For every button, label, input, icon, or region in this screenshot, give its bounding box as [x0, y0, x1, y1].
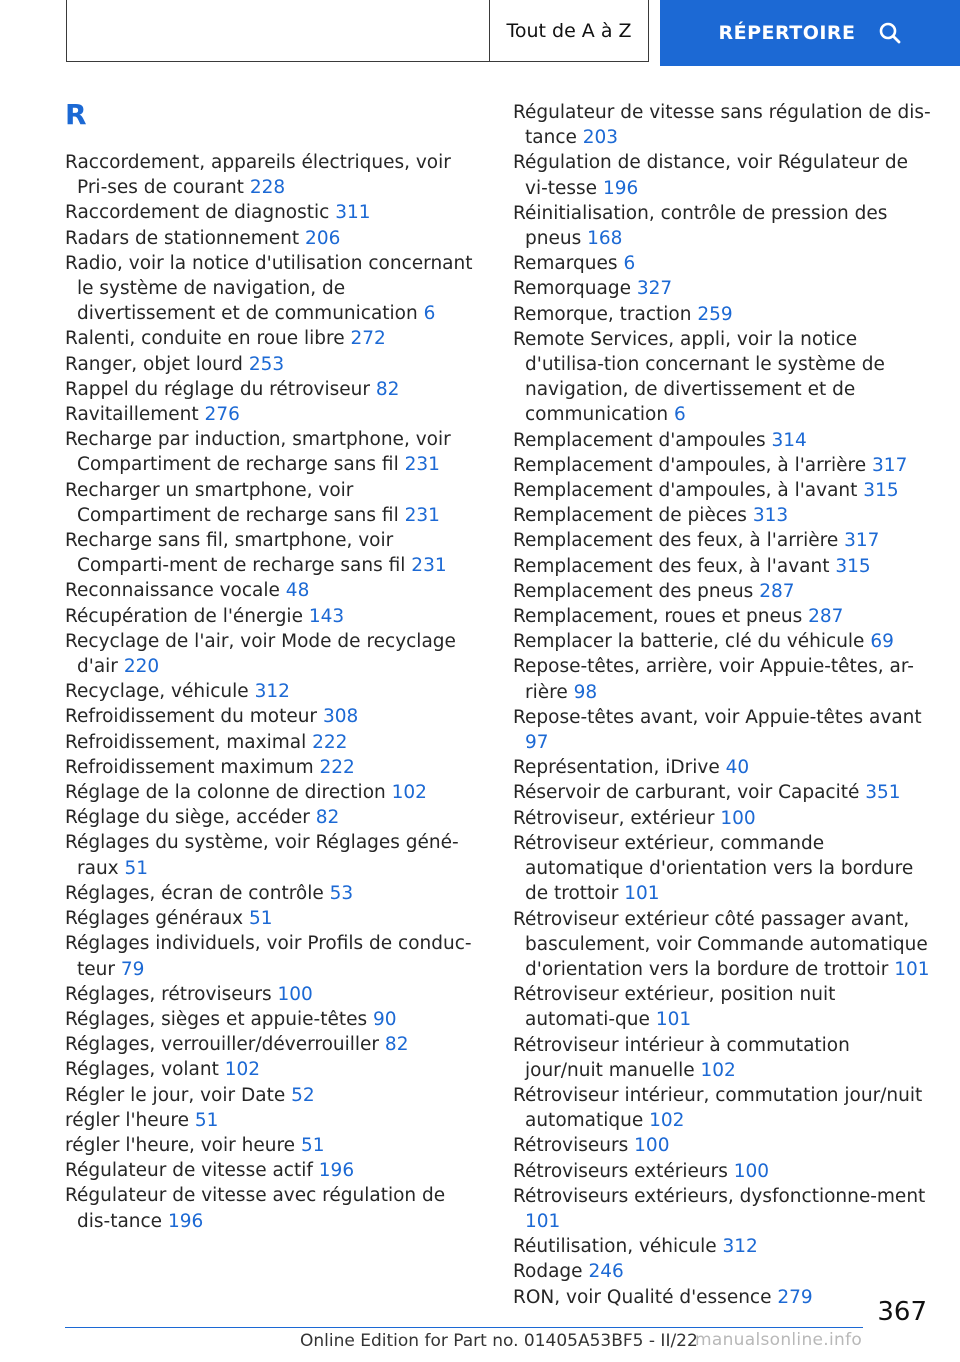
- index-page-link[interactable]: 51: [124, 857, 149, 879]
- index-entry: [65, 1083, 475, 1108]
- index-page-link[interactable]: 100: [277, 983, 313, 1005]
- search-icon: [878, 21, 902, 45]
- index-page-link[interactable]: 100: [733, 1160, 770, 1182]
- index-page-link[interactable]: 82: [384, 1034, 409, 1056]
- tab-repertoire[interactable]: [660, 0, 960, 66]
- index-entry: [65, 251, 475, 327]
- index-entry-text: Rodage: [513, 1261, 583, 1283]
- index-entry: [65, 805, 475, 830]
- index-page-link[interactable]: 312: [254, 681, 290, 703]
- index-entry: [65, 1007, 475, 1032]
- index-entry-text: Recyclage, véhicule: [65, 681, 249, 703]
- index-page-link[interactable]: 101: [655, 1009, 692, 1031]
- index-entry-text: Régulation de distance, voir Régulateur de vi-tesse: [513, 152, 909, 199]
- index-entry: [65, 200, 475, 225]
- section-letter: R: [65, 98, 87, 131]
- index-page-link[interactable]: 259: [697, 303, 733, 325]
- index-entry: [65, 1133, 475, 1158]
- index-entry-text: régler l'heure, voir heure: [65, 1134, 296, 1156]
- index-entry: [65, 1032, 475, 1057]
- index-page-link[interactable]: 51: [194, 1109, 219, 1131]
- index-entry: [513, 201, 931, 251]
- index-entry: [513, 755, 931, 780]
- index-page-link[interactable]: 313: [752, 505, 789, 527]
- index-page-link[interactable]: 102: [649, 1110, 685, 1132]
- index-entry-text: Réglages, verrouiller/déverrouiller: [65, 1034, 380, 1056]
- index-entry-text: Ranger, objet lourd: [65, 353, 243, 375]
- index-entry: [65, 604, 475, 629]
- index-entry: [513, 554, 931, 579]
- index-entry-text: Rétroviseur, extérieur: [513, 807, 715, 829]
- index-page-link[interactable]: 246: [588, 1261, 624, 1283]
- index-page-link[interactable]: 51: [300, 1134, 325, 1156]
- page-number: 367: [877, 1297, 927, 1327]
- index-entry-text: Recharger un smartphone, voir Compartiment de recharge sans fil: [65, 479, 399, 526]
- index-entry: [513, 654, 931, 704]
- index-page-link[interactable]: 272: [350, 328, 386, 350]
- index-page-link[interactable]: 51: [249, 908, 273, 930]
- index-entry-text: Rétroviseurs: [513, 1135, 629, 1157]
- index-entry-text: Réutilisation, véhicule: [513, 1236, 717, 1258]
- index-page-link[interactable]: 100: [634, 1135, 670, 1157]
- index-page-link[interactable]: 351: [865, 782, 901, 804]
- index-entry-text: Réservoir de carburant, voir Capacité: [513, 782, 860, 804]
- index-entry-text: Remplacement d'ampoules: [513, 429, 766, 451]
- index-page-link[interactable]: 97: [525, 732, 549, 754]
- index-entry: [65, 528, 475, 578]
- index-entry-text: Repose-têtes, arrière, voir Appuie-têtes, ar-rière: [513, 656, 914, 703]
- index-entry: [513, 302, 931, 327]
- index-entry-text: Remplacement des pneus: [513, 580, 754, 602]
- index-entry: [513, 1083, 931, 1133]
- index-entry-text: Rétroviseur extérieur, commande automatique d'orientation vers la bordure de trottoir: [513, 832, 914, 905]
- index-entry-text: Régulateur de vitesse actif: [65, 1160, 313, 1182]
- index-entry-text: Remplacement des feux, à l'avant: [513, 555, 830, 577]
- index-entry-text: Rétroviseurs extérieurs: [513, 1160, 728, 1182]
- index-entry-text: Rétroviseurs extérieurs, dysfonctionne-ment: [513, 1185, 926, 1207]
- index-page-link[interactable]: 196: [167, 1210, 204, 1232]
- index-page-link[interactable]: 222: [312, 731, 348, 753]
- index-entry-text: Recyclage de l'air, voir Mode de recyclage d'air: [65, 630, 456, 678]
- index-page-link[interactable]: 315: [863, 480, 899, 502]
- index-entry: [65, 402, 475, 427]
- index-entry: [65, 427, 475, 477]
- index-entry-text: Refroidissement, maximal: [65, 731, 307, 753]
- index-page-link[interactable]: 100: [720, 807, 756, 829]
- index-entry-text: Refroidissement du moteur: [65, 706, 318, 728]
- index-entry: [513, 604, 931, 629]
- watermark: manualsonline.info: [695, 1330, 863, 1350]
- index-entry: [65, 629, 475, 679]
- index-entry-text: Régulateur de vitesse sans régulation de dis-tance: [513, 102, 931, 149]
- index-entry-text: Réinitialisation, contrôle de pression des pneus: [513, 202, 888, 250]
- index-page-link[interactable]: 312: [722, 1236, 758, 1258]
- index-entry: [513, 1033, 931, 1083]
- index-entry: [65, 478, 475, 528]
- index-page-link[interactable]: 315: [835, 555, 871, 577]
- index-page-link[interactable]: 287: [759, 580, 795, 602]
- index-page-link[interactable]: 231: [404, 454, 440, 476]
- index-entry: [65, 1108, 475, 1133]
- index-entry-text: Remorque, traction: [513, 303, 692, 325]
- index-page-link[interactable]: 168: [587, 228, 623, 250]
- index-page-link[interactable]: 308: [322, 706, 359, 728]
- index-entry: [513, 806, 931, 831]
- index-entry: [65, 730, 475, 755]
- index-entry: [513, 478, 931, 503]
- index-page-link[interactable]: 6: [673, 404, 686, 426]
- index-entry: [65, 150, 475, 200]
- index-page-link[interactable]: 102: [224, 1059, 261, 1081]
- tab-repertoire-label: RÉPERTOIRE: [718, 22, 856, 44]
- footer-divider: [65, 1327, 863, 1328]
- index-entry-text: Réglages du système, voir Réglages géné-raux: [65, 832, 459, 879]
- index-entry-text: Remplacement, roues et pneus: [513, 606, 803, 628]
- index-entry: [65, 906, 475, 931]
- index-entry: [65, 704, 475, 729]
- index-entry-text: Rétroviseur extérieur, position nuit automati-que: [513, 984, 836, 1031]
- index-entry-text: Remplacement d'ampoules, à l'avant: [513, 480, 858, 502]
- index-page-link[interactable]: 196: [318, 1160, 355, 1182]
- index-entry-text: Réglage de la colonne de direction: [65, 782, 386, 804]
- index-entry-text: Radars de stationnement: [65, 227, 300, 249]
- index-entry: [65, 830, 475, 880]
- index-entry-text: Recharge par induction, smartphone, voir Compartiment de recharge sans fil: [65, 429, 451, 476]
- index-entry-text: régler l'heure: [65, 1109, 189, 1131]
- index-entry-text: Ravitaillement: [65, 404, 199, 426]
- index-entry: [65, 931, 475, 981]
- index-page-link[interactable]: 6: [623, 253, 636, 275]
- index-page-link[interactable]: 101: [624, 883, 660, 905]
- index-page-link[interactable]: 53: [329, 882, 354, 904]
- index-page-link[interactable]: 69: [870, 631, 894, 653]
- index-entry: [65, 326, 475, 351]
- index-entry-text: Rétroviseur intérieur, commutation jour/nuit automatique: [513, 1084, 923, 1132]
- index-page-link[interactable]: 48: [285, 580, 310, 602]
- index-page-link[interactable]: 90: [373, 1008, 397, 1030]
- index-entry: [65, 755, 475, 780]
- index-column-right: [513, 100, 931, 1310]
- index-entry-text: Réglages, sièges et appuie-têtes: [65, 1008, 368, 1030]
- index-page-link[interactable]: 231: [404, 504, 440, 526]
- index-entry-text: Remplacement de pièces: [513, 505, 747, 527]
- index-entry: [513, 1159, 931, 1184]
- index-page-link[interactable]: 98: [573, 681, 598, 703]
- index-entry-text: Récupération de l'énergie: [65, 605, 303, 627]
- index-entry: [513, 453, 931, 478]
- index-page-link[interactable]: 6: [423, 303, 436, 325]
- index-page-link[interactable]: 314: [771, 429, 807, 451]
- index-entry: [513, 1259, 931, 1284]
- index-entry-text: Remplacement des feux, à l'arrière: [513, 530, 839, 552]
- index-entry-text: Représentation, iDrive: [513, 757, 720, 779]
- index-entry: [65, 679, 475, 704]
- index-page-link[interactable]: 101: [525, 1210, 561, 1232]
- index-page-link[interactable]: 327: [636, 278, 673, 300]
- index-page-link[interactable]: 287: [808, 606, 844, 628]
- index-entry: [513, 629, 931, 654]
- index-entry: [513, 579, 931, 604]
- index-entry: [65, 1158, 475, 1183]
- index-entry: [65, 780, 475, 805]
- index-entry: [65, 1183, 475, 1233]
- index-entry: [513, 251, 931, 276]
- index-entry-text: Remplacer la batterie, clé du véhicule: [513, 631, 865, 653]
- index-entry: [65, 352, 475, 377]
- tab-tout-de-a-a-z[interactable]: [490, 0, 649, 62]
- index-entry: [513, 276, 931, 301]
- index-entry-text: Rétroviseur extérieur côté passager avant, basculement, voir Commande automatique d'orientation vers la bordure de trottoir: [513, 908, 928, 980]
- index-entry-text: Réglages, écran de contrôle: [65, 882, 324, 904]
- index-entry-text: RON, voir Qualité d'essence: [513, 1286, 772, 1308]
- index-entry: [513, 705, 931, 755]
- index-entry-text: Ralenti, conduite en roue libre: [65, 328, 345, 350]
- index-page-link[interactable]: 231: [411, 555, 447, 577]
- index-entry: [65, 377, 475, 402]
- index-entry: [513, 100, 931, 150]
- index-entry-text: Remplacement d'ampoules, à l'arrière: [513, 454, 867, 476]
- index-entry: [65, 881, 475, 906]
- index-page-link[interactable]: 253: [248, 353, 285, 375]
- header-tab-blank: [66, 0, 490, 62]
- index-page-link[interactable]: 317: [872, 454, 908, 476]
- index-entry: [513, 503, 931, 528]
- index-page-link[interactable]: 101: [894, 958, 930, 980]
- index-page-link[interactable]: 228: [249, 177, 286, 199]
- index-entry: [513, 528, 931, 553]
- index-entry-text: Refroidissement maximum: [65, 756, 314, 778]
- index-page-link[interactable]: 222: [319, 756, 355, 778]
- index-entry: [513, 327, 931, 428]
- index-entry-text: Raccordement de diagnostic: [65, 202, 330, 224]
- index-entry-text: Réglage du siège, accéder: [65, 807, 310, 829]
- index-entry: [65, 578, 475, 603]
- index-page-link[interactable]: 82: [375, 378, 400, 400]
- index-entry-text: Reconnaissance vocale: [65, 580, 280, 602]
- index-entry: [513, 982, 931, 1032]
- index-entry-text: Remote Services, appli, voir la notice d'utilisa-tion concernant le système de navigation, de divertissement et de communication: [513, 328, 885, 426]
- index-page-link[interactable]: 143: [308, 605, 345, 627]
- index-page-link[interactable]: 279: [777, 1286, 813, 1308]
- index-entry-text: Régulateur de vitesse avec régulation de dis-tance: [65, 1185, 446, 1232]
- index-page-link[interactable]: 203: [582, 127, 619, 149]
- index-page-link[interactable]: 40: [725, 757, 750, 779]
- index-page-link[interactable]: 206: [305, 227, 341, 249]
- index-entry-text: Réglages individuels, voir Profils de conduc-teur: [65, 933, 472, 980]
- index-entry: [513, 1184, 931, 1234]
- index-column-left: [65, 150, 475, 1234]
- index-entry: [65, 226, 475, 251]
- index-page-link[interactable]: 82: [315, 807, 340, 829]
- index-entry-text: Remorquage: [513, 278, 631, 300]
- index-page-link[interactable]: 52: [291, 1084, 315, 1106]
- index-entry-text: Radio, voir la notice d'utilisation concernant le système de navigation, de divertissement et de communication: [65, 252, 473, 325]
- index-page-link[interactable]: 102: [700, 1059, 736, 1081]
- index-entry-text: Réglages, rétroviseurs: [65, 983, 272, 1005]
- index-entry-text: Repose-têtes avant, voir Appuie-têtes avant: [513, 706, 922, 728]
- index-page-link[interactable]: 220: [123, 656, 160, 678]
- index-entry: [513, 831, 931, 907]
- index-entry-text: Rétroviseur intérieur à commutation jour/nuit manuelle: [513, 1034, 850, 1081]
- index-page-link[interactable]: 317: [844, 530, 880, 552]
- tab-az-label: Tout de A à Z: [506, 19, 632, 42]
- index-entry-text: Recharge sans fil, smartphone, voir Comparti-ment de recharge sans fil: [65, 530, 406, 577]
- index-entry: [513, 1133, 931, 1158]
- index-entry: [65, 1057, 475, 1082]
- footer-edition: Online Edition for Part no. 01405A53BF5 - II/22: [300, 1331, 698, 1351]
- index-entry-text: Régler le jour, voir Date: [65, 1084, 286, 1106]
- index-entry-text: Remarques: [513, 253, 618, 275]
- index-page-link[interactable]: 311: [335, 202, 371, 224]
- index-page-link[interactable]: 79: [120, 958, 145, 980]
- index-entry: [513, 907, 931, 983]
- index-entry: [65, 982, 475, 1007]
- index-entry: [513, 780, 931, 805]
- index-entry-text: Réglages généraux: [65, 908, 244, 930]
- index-entry-text: Rappel du réglage du rétroviseur: [65, 378, 370, 400]
- index-entry: [513, 428, 931, 453]
- index-entry: [513, 150, 931, 200]
- index-entry: [513, 1285, 931, 1310]
- index-entry: [513, 1234, 931, 1259]
- index-page-link[interactable]: 196: [602, 177, 639, 199]
- index-entry-text: Raccordement, appareils électriques, voir Pri-ses de courant: [65, 152, 451, 199]
- index-page-link[interactable]: 102: [391, 782, 427, 804]
- index-entry-text: Réglages, volant: [65, 1059, 219, 1081]
- index-page-link[interactable]: 276: [204, 404, 240, 426]
